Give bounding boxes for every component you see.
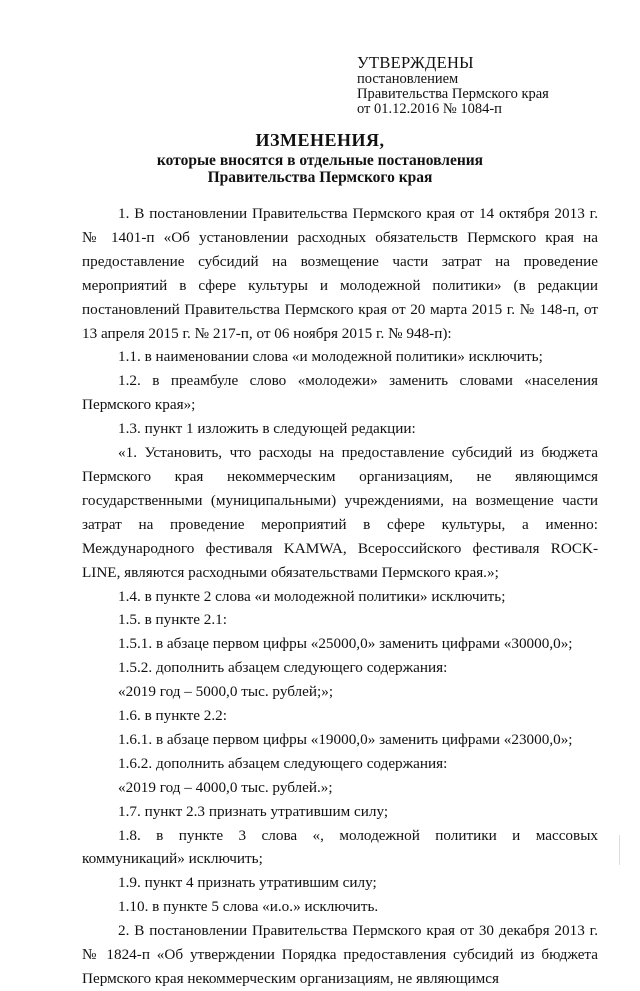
paragraph: 1.3. пункт 1 изложить в следующей редакции: — [118, 420, 416, 438]
document-subtitle-line-2: Правительства Пермского края — [207, 169, 433, 186]
document-body — [82, 202, 598, 991]
document-subtitle-line-1: которые вносятся в отдельные постановления — [156, 152, 484, 169]
paragraph: 1. В постановлении Правительства Пермского края от 14 октября 2013 г. № 1401-п «Об установлении расходных обязательств Пермского края на предоставление субсидий на возмещение части затрат на проведение мероприятий в сфере культуры и молодежной политики» (в редакции постановлений Правительства Пермского края от 20 марта 2015 г. № 148-п, от 13 апреля 2015 г. № 217-п, от 06 ноября 2015 г. № 948-п): — [82, 205, 598, 342]
paragraph: «1. Установить, что расходы на предоставление субсидий из бюджета Пермского края некоммерческим организациям, не являющимся государственными (муниципальными) учреждениями, на возмещение части затрат на проведение мероприятий в сфере культуры, а именно: Международного фестиваля KAMWA, Всероссийского фестиваля ROCK-LINE, являются расходными обязательствами Пермского края.»; — [82, 444, 598, 581]
paragraph: 1.5.2. дополнить абзацем следующего содержания: — [118, 659, 448, 677]
paragraph: 1.1. в наименовании слова «и молодежной политики» исключить; — [118, 348, 543, 366]
paragraph: 1.5. в пункте 2.1: — [118, 611, 227, 629]
paragraph: 1.5.1. в абзаце первом цифры «25000,0» заменить цифрами «30000,0»; — [118, 635, 573, 653]
approval-heading: УТВЕРЖДЕНЫ — [357, 53, 474, 72]
document-title: ИЗМЕНЕНИЯ, — [255, 130, 385, 150]
paragraph: 1.7. пункт 2.3 признать утратившим силу; — [118, 802, 389, 820]
paragraph: «2019 год – 5000,0 тыс. рублей;»; — [118, 683, 334, 701]
document-subtitle — [0, 152, 640, 186]
paragraph: 1.6. в пункте 2.2: — [118, 707, 227, 725]
paragraph: 1.4. в пункте 2 слова «и молодежной политики» исключить; — [118, 587, 506, 605]
paragraph: 1.2. в преамбуле слово «молодежи» заменить словами «населения Пермского края»; — [82, 372, 598, 414]
scan-edge-mark — [619, 835, 620, 865]
approval-line-1: постановлением — [357, 71, 459, 87]
paragraph: 1.10. в пункте 5 слова «и.о.» исключить. — [118, 898, 379, 916]
approval-line-2: Правительства Пермского края — [357, 86, 549, 102]
approval-stamp — [357, 54, 627, 117]
approval-line-3: от 01.12.2016 № 1084-п — [357, 101, 502, 117]
paragraph: 2. В постановлении Правительства Пермского края от 30 декабря 2013 г. № 1824-п «Об утверждении Порядка предоставления субсидий из бюджета Пермского края некоммерческим организациям, не являющимся — [82, 922, 598, 987]
paragraph: 1.8. в пункте 3 слова «, молодежной политики и массовых коммуникаций» исключить; — [82, 826, 598, 868]
paragraph: 1.6.1. в абзаце первом цифры «19000,0» заменить цифрами «23000,0»; — [118, 730, 573, 748]
paragraph: 1.9. пункт 4 признать утратившим силу; — [118, 874, 377, 892]
paragraph: 1.6.2. дополнить абзацем следующего содержания: — [118, 754, 448, 772]
paragraph: «2019 год – 4000,0 тыс. рублей.»; — [118, 778, 333, 796]
